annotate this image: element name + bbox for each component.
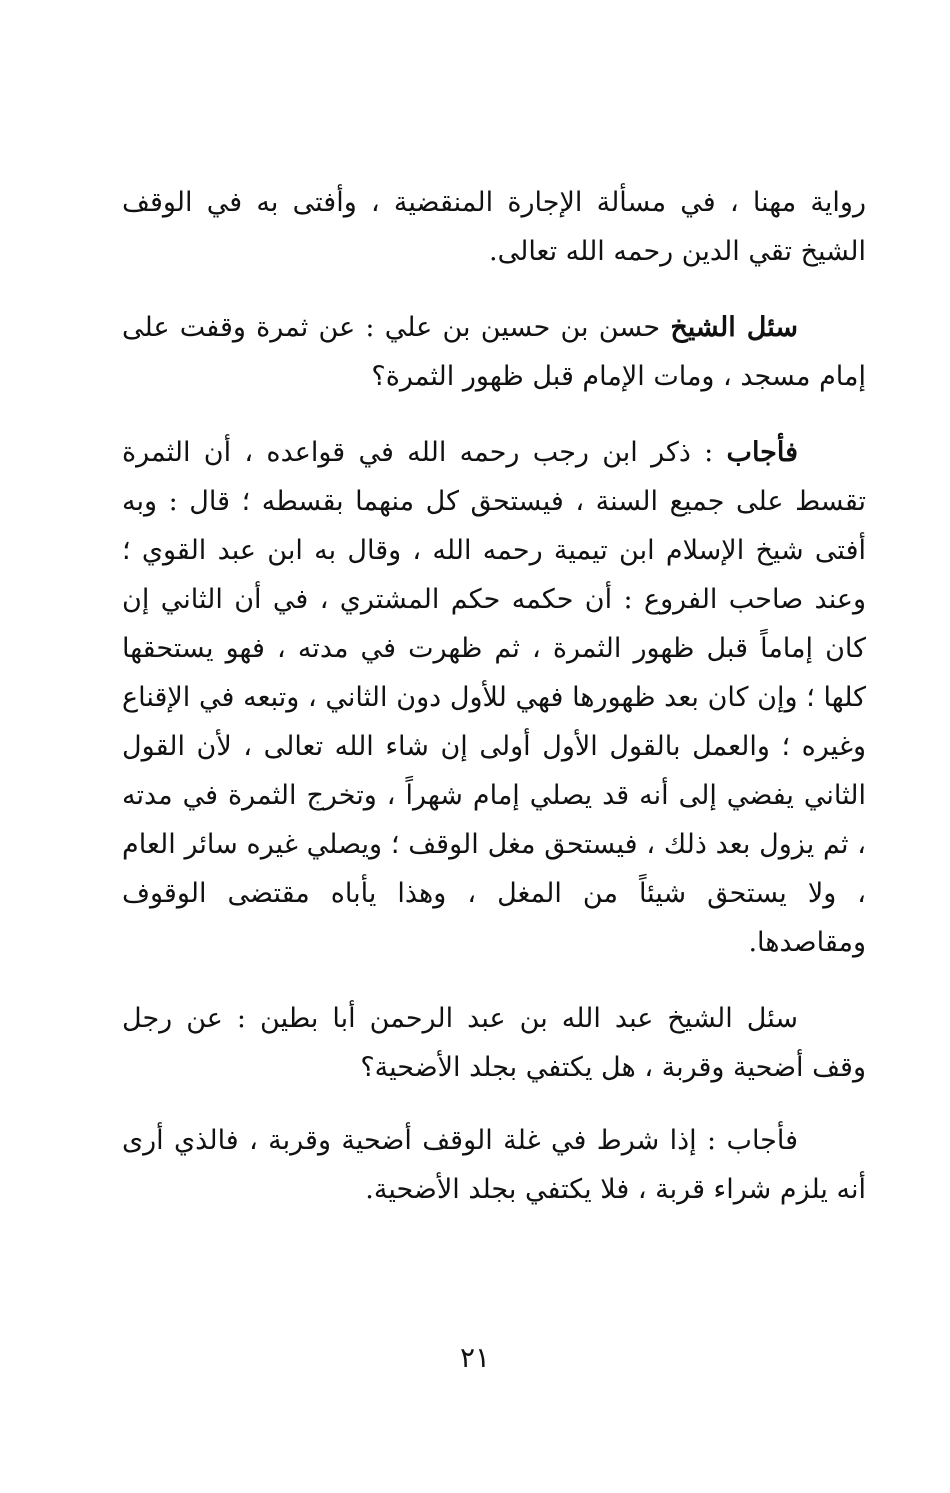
paragraph-lead: سئل الشيخ <box>670 312 798 343</box>
paragraph-lead: فأجاب <box>726 437 798 468</box>
paragraph-text: فأجاب : إذا شرط في غلة الوقف أضحية وقربة ، فالذي أرى أنه يلزم شراء قربة ، فلا يكتفي بجلد الأضحية. <box>122 1125 866 1205</box>
paragraph-text: : ذكر ابن رجب رحمه الله في قواعده ، أن الثمرة تقسط على جميع السنة ، فيستحق كل منهما بقسطه ؛ قال : وبه أفتى شيخ الإسلام ابن تيمية رحمه الله ، وقال به ابن عبد القوي ؛ وعند صاحب الفروع : أن حكمه حكم المشتري ، في أن الثاني إن كان إماماً قبل ظهور الثمرة ، ثم ظهرت في مدته ، فهو يستحقها كلها ؛ وإن كان بعد ظهورها فهي للأول دون الثاني ، وتبعه في الإقناع وغيره ؛ والعمل بالقول الأول أولى إن شاء الله تعالى ، لأن القول الثاني يفضي إلى أنه قد يصلي إمام شهراً ، وتخرج الثمرة في مدته ، ثم يزول بعد ذلك ، فيستحق مغل الوقف ؛ ويصلي غيره سائر العام ، ولا يستحق شيئاً من المغل ، وهذا يأباه مقتضى الوقوف ومقاصدها. <box>122 437 867 958</box>
paragraph-answer-2 <box>122 1116 866 1214</box>
paragraph-answer-1 <box>122 428 866 967</box>
paragraph-question-1 <box>122 303 866 401</box>
paragraph-question-2 <box>122 994 866 1092</box>
body-text <box>122 178 866 1214</box>
paragraph-text: سئل الشيخ عبد الله بن عبد الرحمن أبا بطين : عن رجل وقف أضحية وقربة ، هل يكتفي بجلد الأضحية؟ <box>122 1003 866 1083</box>
paragraph-text: رواية مهنا ، في مسألة الإجارة المنقضية ، وأفتى به في الوقف الشيخ تقي الدين رحمه الله تعالى. <box>122 187 866 267</box>
paragraph-text: حسن بن حسين بن علي : عن ثمرة وقفت على إمام مسجد ، ومات الإمام قبل ظهور الثمرة؟ <box>122 312 866 392</box>
page-number: ٢١ <box>459 1341 491 1374</box>
paragraph-continuation <box>122 178 866 276</box>
